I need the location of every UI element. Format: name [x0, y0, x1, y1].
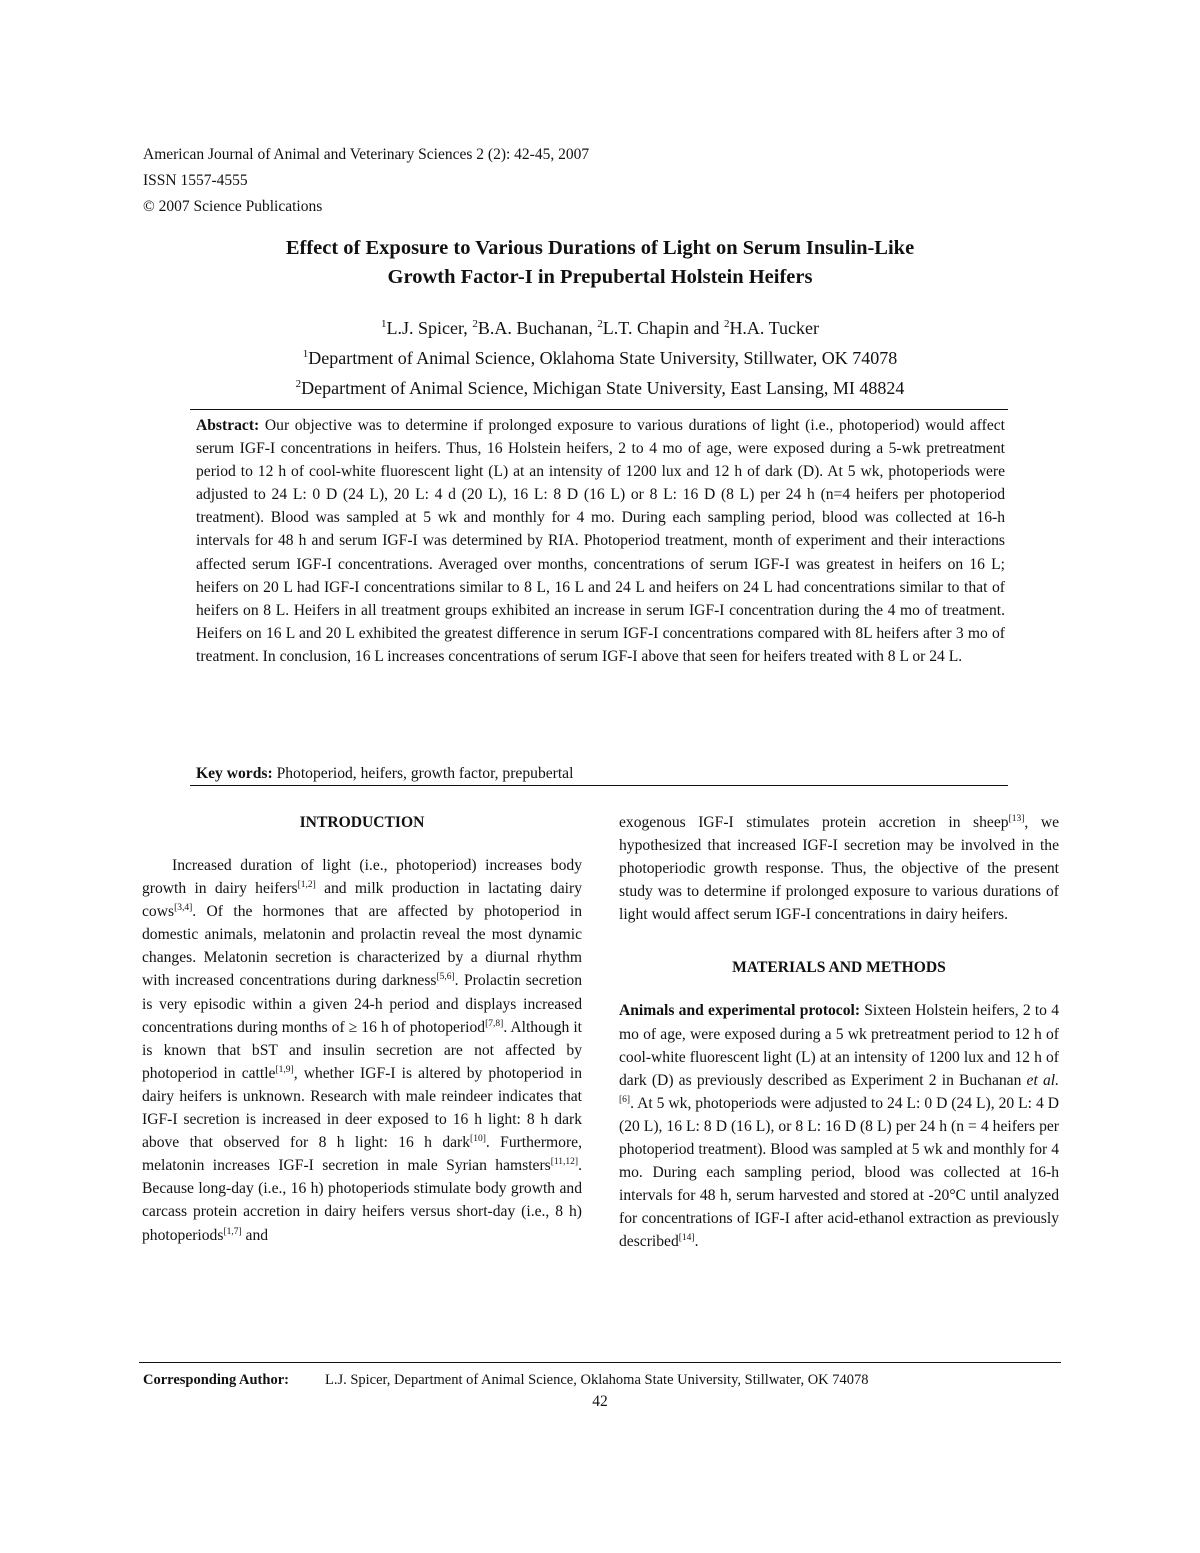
text-run: . At 5 wk, photoperiods were adjusted to 24 L: 0 D (24 L), 20 L: 4 D (20 L), 16 L: 8 D (16 L), or 8 L: 16 D (8 L) per 24 h (n = 4 heifers per photoperiod treatment). Blood was sampled at 5 wk and monthly for 4 mo. During each sampling period, blood was collected at 16-h intervals for 48 h, serum harvested and stored at -20°C until analyzed for concentrations of IGF-I after acid-ethanol extraction as previously described — [619, 1094, 1059, 1251]
author-name: L.J. Spicer, — [386, 318, 473, 338]
journal-header — [143, 142, 589, 220]
citation: [1,7] — [223, 1226, 242, 1237]
methods-subheading: Animals and experimental protocol: — [619, 1002, 861, 1020]
author-list — [150, 311, 1050, 341]
text-run: . Furthermore, melatonin increases IGF-I secretion in male Syrian hamsters — [142, 1134, 582, 1175]
text-run: , we hypothesized that increased IGF-I secretion may be involved in the photoperiodic growth response. Thus, the objective of the present study was to determine if prolonged exposure to various durations of light would affect serum IGF-I concentrations in dairy heifers. — [619, 814, 1059, 924]
abstract-label: Abstract: — [196, 417, 260, 434]
author-block — [150, 311, 1050, 401]
text-run: exogenous IGF-I stimulates protein accretion in sheep — [619, 814, 1009, 831]
methods-heading: MATERIALS AND METHODS — [732, 959, 946, 977]
abstract-text: Our objective was to determine if prolonged exposure to various durations of light (i.e., photoperiod) would affect serum IGF-I concentrations in heifers. Thus, 16 Holstein heifers, 2 to 4 mo of age, were exposed during a 5-wk pretreatment period to 12 h of cool-white fluorescent light (L) at an intensity of 1200 lux and 12 h of dark (D). At 5 wk, photoperiods were adjusted to 24 L: 0 D (24 L), 20 L: 4 d (20 L), 16 L: 8 D (16 L) or 8 L: 16 D (8 L) per 24 h (n=4 heifers per photoperiod treatment). Blood was sampled at 5 wk and monthly for 4 mo. During each sampling period, blood was collected at 16-h intervals for 48 h and serum IGF-I was determined by RIA. Photoperiod treatment, month of experiment and their interactions affected serum IGF-I concentrations. Averaged over months, concentrations of serum IGF-I was greatest in heifers on 16 L; heifers on 20 L had IGF-I concentrations similar to 8 L, 16 L and 24 L and heifers on 24 L had concentrations similar to that of heifers on 8 L. Heifers in all treatment groups exhibited an increase in serum IGF-I concentration during the 4 mo of treatment. Heifers on 16 L and 20 L exhibited the greatest difference in serum IGF-I concentrations compared with 8L heifers after 3 mo of treatment. In conclusion, 16 L increases concentrations of serum IGF-I above that seen for heifers treated with 8 L or 24 L. — [196, 417, 1005, 665]
affil-marker: 2 — [597, 318, 603, 330]
text-run: . Prolactin secretion is very episodic within a given 24-h period and displays increased concentrations during months of ≥ 16 h of photoperiod — [142, 972, 582, 1036]
page-number: 42 — [592, 1393, 608, 1410]
journal-citation: American Journal of Animal and Veterinary Sciences 2 (2): 42-45, 2007 — [143, 146, 590, 163]
methods-paragraph — [619, 999, 1059, 1253]
introduction-continued — [619, 811, 1059, 926]
keywords — [196, 762, 1005, 785]
abstract — [196, 414, 1005, 668]
introduction-heading: INTRODUCTION — [299, 814, 425, 831]
citation: [14] — [678, 1233, 695, 1244]
citation: [6] — [619, 1094, 631, 1105]
text-run: Increased duration of light (i.e., photoperiod) increases body growth in dairy heifers — [142, 857, 582, 898]
text-run: . Of the hormones that are affected by photoperiod in domestic animals, melatonin and prolactin reveal the most dynamic changes. Melatonin secretion is characterized by a diurnal rhythm with increased concentrations during darkness — [142, 903, 582, 990]
journal-issn: ISSN 1557-4555 — [143, 172, 248, 189]
affiliation-text: Department of Animal Science, Oklahoma State University, Stillwater, OK 74078 — [308, 348, 898, 368]
text-run: . Although it is known that bST and insulin secretion are not affected by photoperiod in cattle — [142, 1018, 582, 1082]
author-name: H.A. Tucker — [729, 318, 819, 338]
footer-rule — [139, 1362, 1061, 1363]
affiliation-text: Department of Animal Science, Michigan State University, East Lansing, MI 48824 — [301, 378, 905, 398]
title-line-1: Effect of Exposure to Various Durations of Light on Serum Insulin-Like — [285, 237, 915, 259]
corresponding-author-label: Corresponding Author: — [143, 1372, 289, 1388]
affil-marker: 2 — [723, 318, 730, 330]
citation: [3,4] — [174, 903, 193, 913]
keywords-label: Key words: — [196, 765, 273, 782]
citation: [13] — [1008, 813, 1025, 824]
corresponding-author — [143, 1370, 869, 1390]
citation: [1,2] — [297, 879, 316, 890]
affil-marker: 2 — [295, 378, 302, 390]
keywords-bottom-rule — [190, 785, 1008, 786]
affil-marker: 1 — [302, 348, 309, 360]
citation: [7,8] — [485, 1018, 504, 1029]
text-run: Sixteen Holstein heifers, 2 to 4 mo of age, were exposed during a 5 wk pretreatment period to 12 h of cool-white fluorescent light (L) at an intensity of 1200 lux and 12 h of dark (D) as previously described as Experiment 2 in Buchanan — [619, 1002, 1059, 1089]
text-run: . — [694, 1233, 699, 1251]
citation: [11,12] — [550, 1157, 579, 1168]
text-run: and — [241, 1226, 269, 1244]
affiliation-2 — [150, 371, 1050, 401]
right-column — [619, 811, 1059, 1254]
author-name: L.T. Chapin and — [602, 318, 724, 338]
journal-copyright: © 2007 Science Publications — [143, 198, 323, 215]
text-run: , whether IGF-I is altered by photoperiod in dairy heifers is unknown. Research with male reindeer indicates that IGF-I secretion is increased in deer exposed to 16 h light: 8 h dark above that observed for 8 h light: 16 h dark — [142, 1064, 583, 1152]
et-al: et al. — [1026, 1071, 1059, 1089]
title-line-2: Growth Factor-I in Prepubertal Holstein Heifers — [387, 266, 813, 288]
affil-marker: 2 — [472, 318, 478, 330]
paper-title — [150, 234, 1050, 292]
affiliation-1 — [150, 341, 1050, 371]
corresponding-author-text: L.J. Spicer, Department of Animal Science, Oklahoma State University, Stillwater, OK 74078 — [324, 1372, 869, 1388]
left-column — [142, 811, 582, 1247]
citation: [1,9] — [275, 1064, 294, 1075]
affil-marker: 1 — [381, 318, 387, 330]
citation: [5,6] — [436, 972, 455, 983]
text-run: and milk production in lactating dairy cows — [142, 880, 582, 921]
abstract-top-rule — [190, 409, 1008, 410]
text-run: . Because long-day (i.e., 16 h) photoperiods stimulate body growth and carcass protein accretion in dairy heifers versus short-day (i.e., 8 h) photoperiods — [142, 1157, 582, 1244]
introduction-paragraph — [142, 854, 582, 1247]
citation: [10] — [470, 1133, 486, 1144]
keywords-text: Photoperiod, heifers, growth factor, prepubertal — [276, 765, 574, 782]
author-name: B.A. Buchanan, — [477, 318, 598, 338]
